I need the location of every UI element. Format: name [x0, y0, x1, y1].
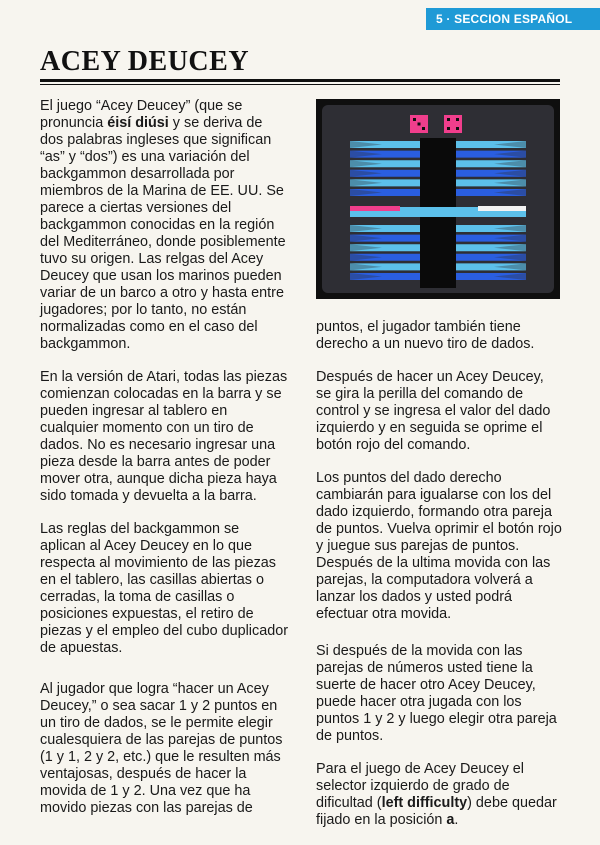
board-graphic: [322, 105, 554, 293]
text-span: Para el juego de Acey Deucey el selector izquierdo de grado de dificultad (: [316, 761, 524, 811]
text-span: El juego “Acey Deucey” (que se pronuncia: [40, 98, 243, 131]
text-span: .: [454, 812, 459, 828]
die-pip: [418, 123, 421, 126]
page-title: ACEY DEUCEY: [40, 46, 250, 77]
difficulty-label: left difficulty: [381, 795, 468, 811]
paragraph-difficulty: [316, 761, 562, 829]
right-column: [316, 319, 562, 845]
paragraph-intro: [40, 98, 288, 353]
die-pip: [456, 118, 459, 121]
paragraph-atari-version: En la versión de Atari, todas las piezas comienzan colocadas en la barra y se pueden ingresar al tablero en cualquier momento con un tiro de dados. No es necesario ingresar una pieza desde la barra antes de poder mover otra, aunque dicha pieza haya sido tomada y devuelta a la barra.: [40, 369, 288, 504]
text-span: y se deriva de dos palabras ingleses que significan “as” y “dos”) es una variación del backgammon desarrollada por miembros de la Marina de EE. UU. Se parece a ciertas versiones del backgammon conocidas en la región del Mediterráneo, donde posiblemente tuvo su origen. Las relgas del Acey Deucey que usan los marinos pueden variar de un barco a otro y hasta entre jugadores; por lo tanto, no están normalizadas como en el caso del backgammon.: [40, 115, 286, 352]
position-label: a: [446, 812, 455, 828]
paragraph-control: Después de hacer un Acey Deucey, se gira la perilla del comando de control y se ingresa el valor del dado izquierdo y en seguida se oprime el botón rojo del comando.: [316, 369, 551, 453]
game-board: [322, 105, 554, 293]
die-pip: [413, 118, 416, 121]
die: [444, 115, 462, 133]
text-span: ) debe quedar fijado en la posición: [316, 795, 557, 828]
die-pip: [447, 118, 450, 121]
game-screenshot: [316, 99, 560, 299]
white-pieces: [478, 206, 526, 211]
paragraph-acey-deucey: Al jugador que logra “hacer un Acey Deucey,” o sea sacar 1 y 2 puntos en un tiro de dados, se le permite elegir cualesquiera de las parejas de puntos (1 y 1, 2 y 2, etc.) que le resulten más ventajosas, después de hacer la movida de 1 y 2. Una vez que ha movido piezas con las parejas de: [40, 681, 283, 816]
left-column: [40, 98, 288, 833]
paragraph-rules: Las reglas del backgammon se aplican al Acey Deucey en lo que respecta al movimiento de las piezas en el tablero, las casillas abiertas o cerradas, la toma de casillas o posiciones expuestas, el retiro de piezas y el empleo del cubo duplicador de apuestas.: [40, 521, 288, 656]
title-rule-thin: [40, 84, 560, 85]
title-rule: [40, 79, 560, 82]
paragraph-continuation: puntos, el jugador también tiene derecho a un nuevo tiro de dados.: [316, 319, 535, 352]
paragraph-another: Si después de la movida con las parejas de números usted tiene la suerte de hacer otro Acey Deucey, puede hacer otra jugada con los puntos 1 y 2 y luego elegir otra pareja de puntos.: [316, 643, 557, 744]
pink-pieces: [350, 206, 400, 211]
die-pip: [456, 127, 459, 130]
section-header: [426, 8, 600, 30]
die-pip: [447, 127, 450, 130]
die-pip: [422, 127, 425, 130]
pronunciation: éisí diúsi: [107, 115, 169, 131]
section-label: 5 · SECCION ESPAÑOL: [436, 12, 573, 26]
paragraph-right-die: Los puntos del dado derecho cambiarán para igualarse con los del dado izquierdo, formando otra pareja de puntos. Vuelva oprimir el botón rojo y juegue sus parejas de puntos. Después de la ultima movida con las parejas, la computadora volverá a lanzar los dados y usted podrá efectuar otra movida.: [316, 470, 562, 622]
